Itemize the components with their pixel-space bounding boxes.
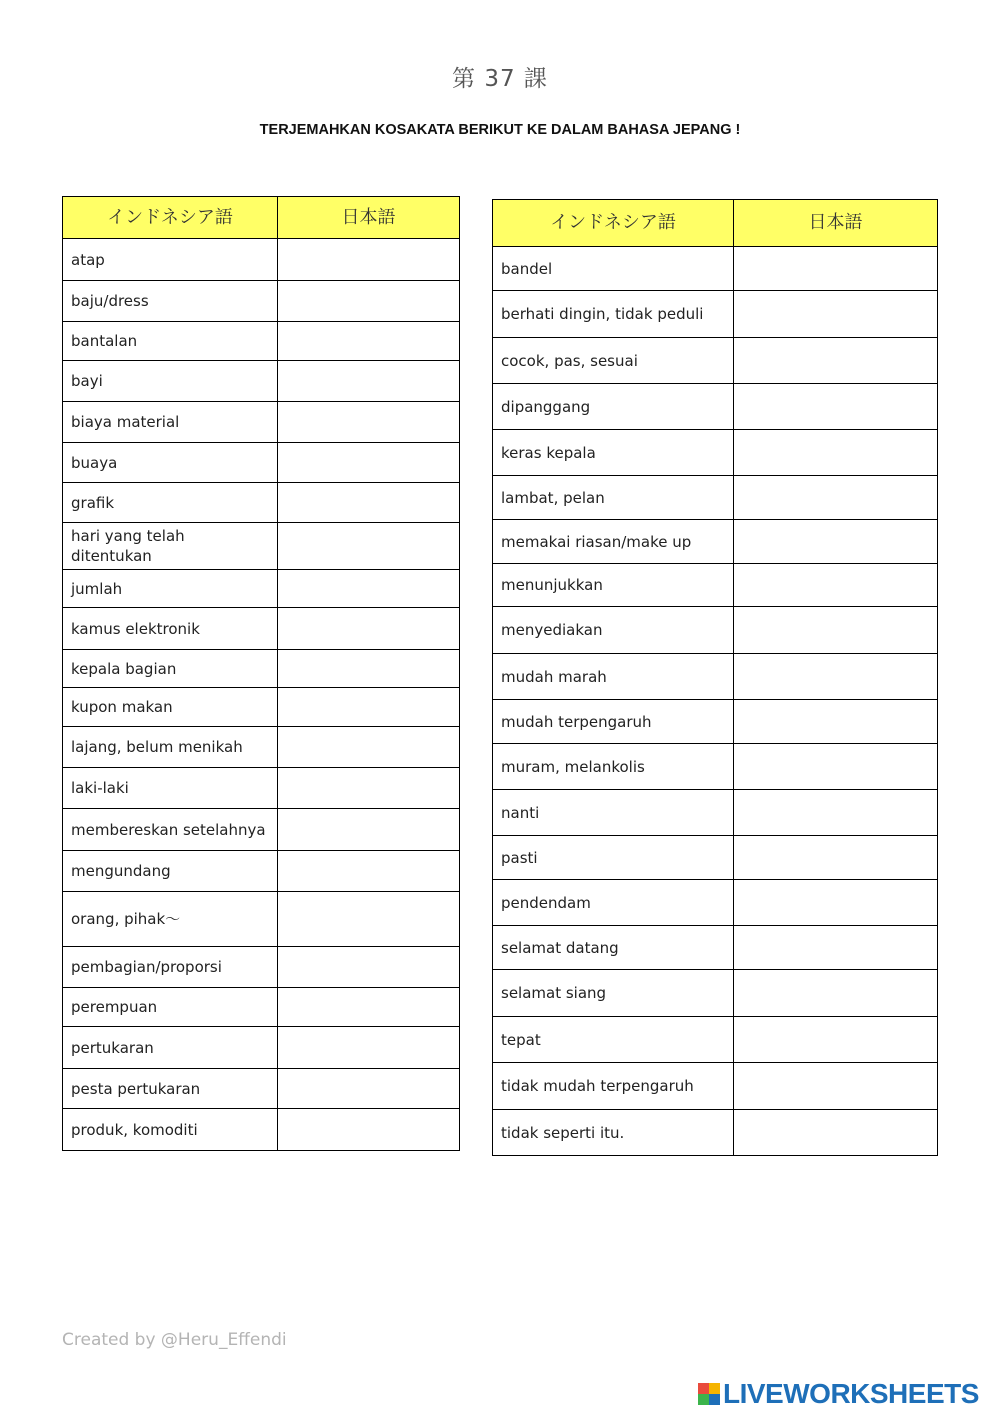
table-row [63,1027,460,1069]
table-row [493,338,938,384]
indonesian-word-cell: keras kepala [493,430,734,476]
lesson-title: 第 37 課 [452,66,548,92]
table-row [493,880,938,926]
japanese-answer-cell[interactable] [734,700,938,744]
japanese-answer-cell[interactable] [278,727,460,768]
table-row [63,1109,460,1151]
japanese-answer-cell[interactable] [734,970,938,1017]
table-row [63,608,460,650]
japanese-answer-cell[interactable] [734,247,938,291]
table-row [63,281,460,322]
japanese-answer-cell[interactable] [278,1027,460,1069]
table-row [493,291,938,338]
brand-logo [698,1378,979,1410]
indonesian-word-cell: tepat [493,1017,734,1063]
table-row [493,520,938,564]
japanese-answer-cell[interactable] [278,768,460,809]
table-row [493,836,938,880]
indonesian-word-cell: tidak mudah terpengaruh [493,1063,734,1110]
table-row [63,688,460,727]
japanese-answer-cell[interactable] [278,892,460,947]
indonesian-word-cell: atap [63,239,278,281]
indonesian-word-cell: menunjukkan [493,564,734,607]
indonesian-word-cell: membereskan setelahnya [63,809,278,851]
japanese-answer-cell[interactable] [278,650,460,688]
indonesian-word-cell: cocok, pas, sesuai [493,338,734,384]
japanese-answer-cell[interactable] [734,520,938,564]
table-row [493,926,938,970]
indonesian-word-cell: menyediakan [493,607,734,654]
table-row [493,476,938,520]
indonesian-word-cell: dipanggang [493,384,734,430]
indonesian-word-cell: bandel [493,247,734,291]
japanese-answer-cell[interactable] [734,607,938,654]
table-row [63,809,460,851]
indonesian-word-cell: kamus elektronik [63,608,278,650]
japanese-answer-cell[interactable] [734,476,938,520]
indonesian-word-cell: bayi [63,361,278,402]
japanese-answer-cell[interactable] [734,384,938,430]
indonesian-word-cell: baju/dress [63,281,278,322]
liveworksheets-icon [698,1383,720,1405]
indonesian-word-cell: jumlah [63,570,278,608]
table-row [493,1063,938,1110]
japanese-answer-cell[interactable] [278,1069,460,1109]
japanese-answer-cell[interactable] [734,291,938,338]
table-row [493,790,938,836]
table-header-row [63,197,460,239]
table-row [63,570,460,608]
japanese-answer-cell[interactable] [278,281,460,322]
indonesian-word-cell: pesta pertukaran [63,1069,278,1109]
indonesian-word-cell: orang, pihak〜 [63,892,278,947]
table-row [493,970,938,1017]
table-row [63,483,460,523]
table-row [63,322,460,361]
japanese-answer-cell[interactable] [278,322,460,361]
indonesian-word-cell: kepala bagian [63,650,278,688]
japanese-answer-cell[interactable] [734,744,938,790]
instruction-text: TERJEMAHKAN KOSAKATA BERIKUT KE DALAM BAHASA JEPANG ! [259,122,741,138]
japanese-answer-cell[interactable] [734,654,938,700]
japanese-answer-cell[interactable] [278,988,460,1027]
japanese-answer-cell[interactable] [278,809,460,851]
table-row [63,650,460,688]
japanese-answer-cell[interactable] [734,1063,938,1110]
table-row [493,564,938,607]
table-row [63,239,460,281]
table-row [493,607,938,654]
japanese-answer-cell[interactable] [734,790,938,836]
indonesian-word-cell: mengundang [63,851,278,892]
japanese-answer-cell[interactable] [278,443,460,483]
indonesian-word-cell: kupon makan [63,688,278,727]
japanese-answer-cell[interactable] [734,926,938,970]
table-header-row [493,200,938,247]
indonesian-word-cell: perempuan [63,988,278,1027]
indonesian-word-cell: hari yang telah ditentukan [63,523,278,570]
table-row [493,744,938,790]
indonesian-word-cell: bantalan [63,322,278,361]
indonesian-word-cell: berhati dingin, tidak peduli [493,291,734,338]
japanese-answer-cell[interactable] [278,688,460,727]
japanese-answer-cell[interactable] [278,570,460,608]
table-row [63,727,460,768]
japanese-answer-cell[interactable] [734,1110,938,1156]
indonesian-word-cell: selamat siang [493,970,734,1017]
japanese-answer-cell[interactable] [278,1109,460,1151]
table-row [63,402,460,443]
brand-name: LIVEWORKSHEETS [723,1378,979,1409]
column-header-indonesian: インドネシア語 [493,200,734,247]
footer-credit: Created by @Heru_Effendi [62,1330,287,1350]
indonesian-word-cell: laki-laki [63,768,278,809]
indonesian-word-cell: pembagian/proporsi [63,947,278,988]
table-row [63,361,460,402]
japanese-answer-cell[interactable] [278,851,460,892]
table-row [493,247,938,291]
indonesian-word-cell: biaya material [63,402,278,443]
table-row [493,430,938,476]
indonesian-word-cell: produk, komoditi [63,1109,278,1151]
table-row [493,384,938,430]
indonesian-word-cell: nanti [493,790,734,836]
indonesian-word-cell: lambat, pelan [493,476,734,520]
table-row [63,851,460,892]
indonesian-word-cell: muram, melankolis [493,744,734,790]
japanese-answer-cell[interactable] [278,608,460,650]
table-row [63,947,460,988]
column-header-japanese: 日本語 [734,200,938,247]
indonesian-word-cell: buaya [63,443,278,483]
table-row [493,1017,938,1063]
table-row [63,443,460,483]
table-row [493,700,938,744]
table-row [63,892,460,947]
indonesian-word-cell: tidak seperti itu. [493,1110,734,1156]
indonesian-word-cell: memakai riasan/make up [493,520,734,564]
indonesian-word-cell: pertukaran [63,1027,278,1069]
indonesian-word-cell: mudah terpengaruh [493,700,734,744]
indonesian-word-cell: pasti [493,836,734,880]
japanese-answer-cell[interactable] [278,239,460,281]
japanese-answer-cell[interactable] [734,338,938,384]
indonesian-word-cell: pendendam [493,880,734,926]
japanese-answer-cell[interactable] [734,1017,938,1063]
indonesian-word-cell: selamat datang [493,926,734,970]
table-row [63,768,460,809]
table-row [63,988,460,1027]
table-row [63,1069,460,1109]
japanese-answer-cell[interactable] [278,361,460,402]
japanese-answer-cell[interactable] [734,564,938,607]
japanese-answer-cell[interactable] [734,430,938,476]
column-header-japanese: 日本語 [278,197,460,239]
japanese-answer-cell[interactable] [278,402,460,443]
table-row [63,523,460,570]
japanese-answer-cell[interactable] [734,836,938,880]
japanese-answer-cell[interactable] [278,947,460,988]
vocab-table-right [492,199,938,1156]
table-row [493,1110,938,1156]
japanese-answer-cell[interactable] [734,880,938,926]
table-row [493,654,938,700]
vocab-table-left [62,196,460,1151]
indonesian-word-cell: grafik [63,483,278,523]
column-header-indonesian: インドネシア語 [63,197,278,239]
indonesian-word-cell: lajang, belum menikah [63,727,278,768]
indonesian-word-cell: mudah marah [493,654,734,700]
japanese-answer-cell[interactable] [278,483,460,523]
japanese-answer-cell[interactable] [278,523,460,570]
